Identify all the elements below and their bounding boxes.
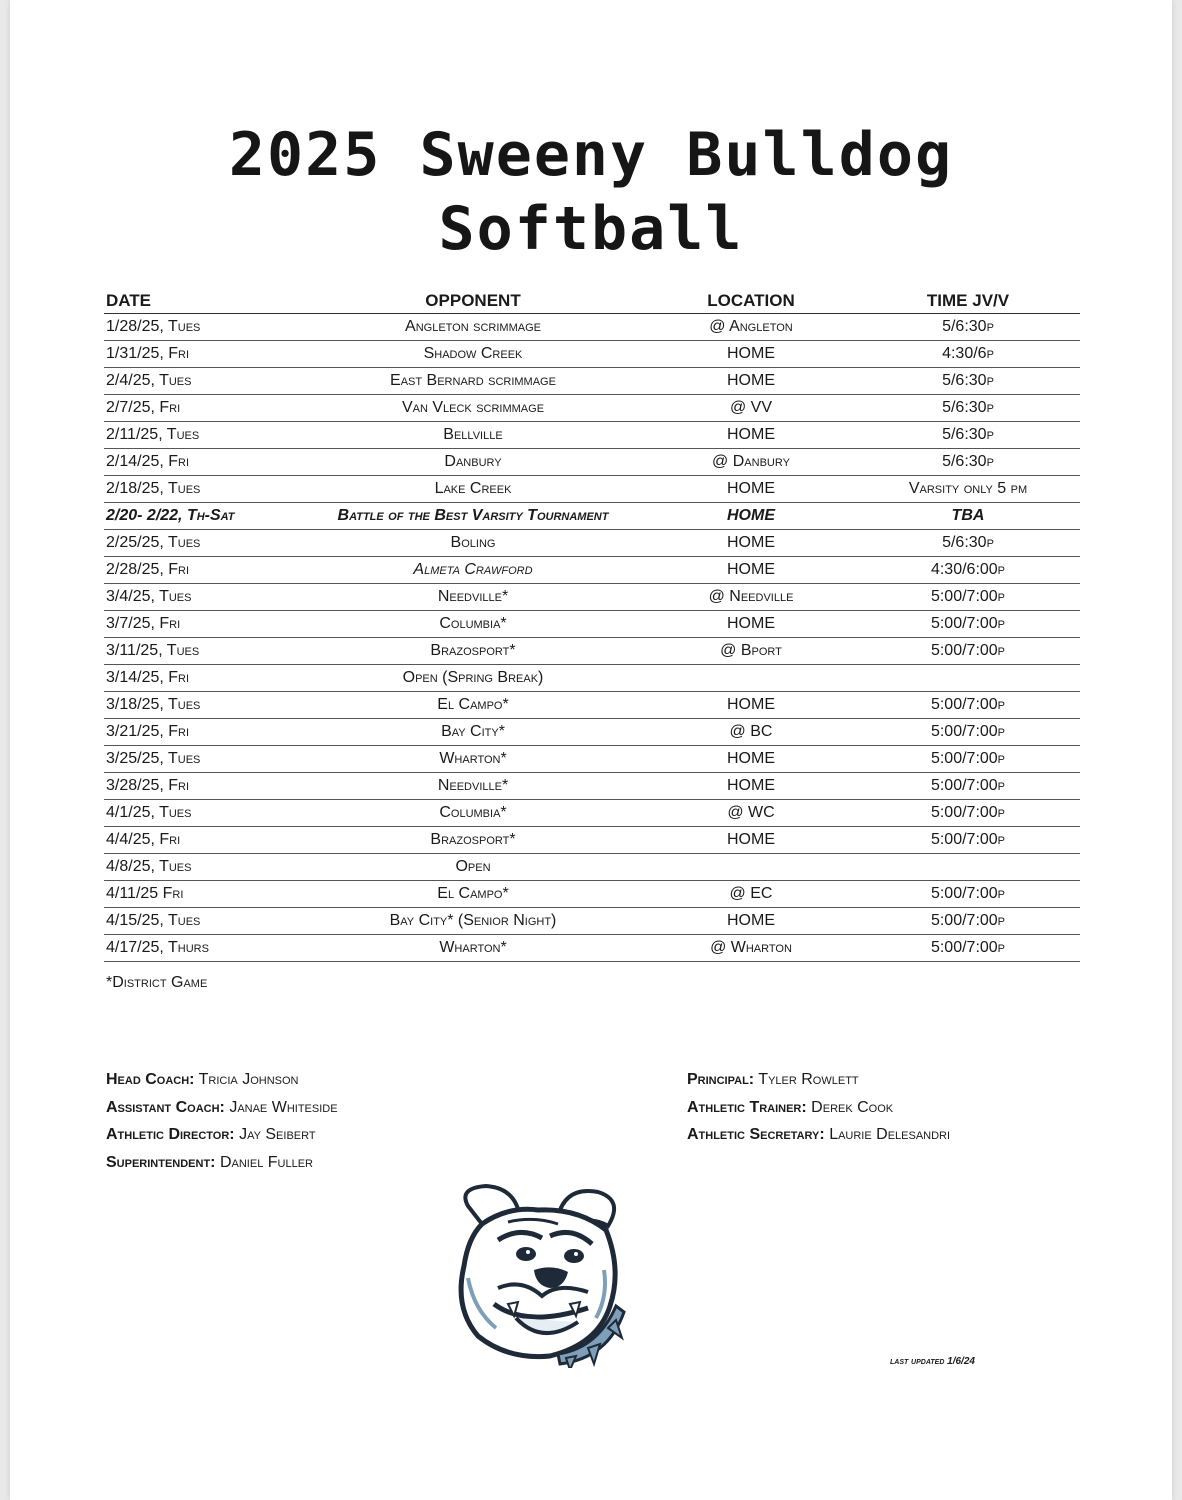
date-cell: 2/28/25, Fri — [104, 557, 300, 584]
time-cell: 5:00/7:00p — [856, 638, 1080, 665]
location-cell: HOME — [646, 368, 856, 395]
date-cell: 3/4/25, Tues — [104, 584, 300, 611]
table-row — [104, 422, 1080, 449]
time-cell: 4:30/6:00p — [856, 557, 1080, 584]
date-cell: 3/11/25, Tues — [104, 638, 300, 665]
time-cell: 5:00/7:00p — [856, 692, 1080, 719]
date-cell: 1/31/25, Fri — [104, 341, 300, 368]
time-cell: 5:00/7:00p — [856, 800, 1080, 827]
date-cell: 4/4/25, Fri — [104, 827, 300, 854]
location-cell: HOME — [646, 476, 856, 503]
page-title — [10, 118, 1172, 266]
opponent-cell: Danbury — [300, 449, 646, 476]
time-cell — [856, 665, 1080, 692]
location-cell: @ VV — [646, 395, 856, 422]
table-row — [104, 557, 1080, 584]
date-cell: 2/20- 2/22, Th-Sat — [104, 503, 300, 530]
table-row — [104, 854, 1080, 881]
date-cell: 3/7/25, Fri — [104, 611, 300, 638]
staff-name: Daniel Fuller — [219, 1153, 313, 1171]
district-footnote: *District Game — [106, 974, 208, 991]
opponent-cell: Bay City* — [300, 719, 646, 746]
staff-name: Janae Whiteside — [229, 1098, 338, 1116]
table-row — [104, 773, 1080, 800]
opponent-cell: Angleton scrimmage — [300, 314, 646, 341]
date-cell: 2/11/25, Tues — [104, 422, 300, 449]
time-cell: 5/6:30p — [856, 530, 1080, 557]
time-cell: 5:00/7:00p — [856, 719, 1080, 746]
schedule-page — [10, 0, 1172, 1500]
location-cell — [646, 854, 856, 881]
table-row — [104, 503, 1080, 530]
time-cell: 5:00/7:00p — [856, 827, 1080, 854]
location-cell: @ Angleton — [646, 314, 856, 341]
time-cell: 5/6:30p — [856, 368, 1080, 395]
location-cell: HOME — [646, 827, 856, 854]
opponent-cell: Columbia* — [300, 611, 646, 638]
time-cell: 5:00/7:00p — [856, 746, 1080, 773]
time-cell: 4:30/6p — [856, 341, 1080, 368]
table-row — [104, 800, 1080, 827]
location-cell: HOME — [646, 503, 856, 530]
staff-role: Head Coach: — [106, 1071, 195, 1088]
last-updated-note: last updated 1/6/24 — [890, 1356, 975, 1367]
location-cell: HOME — [646, 908, 856, 935]
staff-name: Tyler Rowlett — [758, 1071, 859, 1088]
header-opponent: OPPONENT — [300, 285, 646, 314]
table-row — [104, 314, 1080, 341]
header-location: LOCATION — [646, 285, 856, 314]
opponent-cell: Bay City* (Senior Night) — [300, 908, 646, 935]
location-cell: @ WC — [646, 800, 856, 827]
table-row — [104, 665, 1080, 692]
date-cell: 2/14/25, Fri — [104, 449, 300, 476]
table-row — [104, 908, 1080, 935]
time-cell: 5/6:30p — [856, 314, 1080, 341]
table-row — [104, 719, 1080, 746]
location-cell: HOME — [646, 773, 856, 800]
opponent-cell: Needville* — [300, 584, 646, 611]
title-line-2: Softball — [438, 194, 744, 264]
table-row — [104, 368, 1080, 395]
opponent-cell: Boling — [300, 530, 646, 557]
staff-entry — [106, 1094, 338, 1122]
opponent-cell: Open (Spring Break) — [300, 665, 646, 692]
location-cell: HOME — [646, 746, 856, 773]
staff-name: Derek Cook — [811, 1098, 894, 1116]
location-cell: @ Danbury — [646, 449, 856, 476]
table-row — [104, 584, 1080, 611]
date-cell: 2/18/25, Tues — [104, 476, 300, 503]
opponent-cell: Bellville — [300, 422, 646, 449]
title-line-1: 2025 Sweeny Bulldog — [228, 120, 954, 190]
table-row — [104, 638, 1080, 665]
time-cell: 5:00/7:00p — [856, 773, 1080, 800]
location-cell: @ Wharton — [646, 935, 856, 962]
opponent-cell: Shadow Creek — [300, 341, 646, 368]
schedule-table — [104, 285, 1080, 962]
header-time: TIME JV/V — [856, 285, 1080, 314]
table-row — [104, 881, 1080, 908]
opponent-cell: Open — [300, 854, 646, 881]
staff-name: Laurie Delesandri — [829, 1126, 951, 1143]
time-cell: TBA — [856, 503, 1080, 530]
date-cell: 3/25/25, Tues — [104, 746, 300, 773]
staff-entry — [687, 1094, 950, 1122]
staff-list-left — [106, 1066, 338, 1176]
opponent-cell: Brazosport* — [300, 827, 646, 854]
time-cell: 5:00/7:00p — [856, 584, 1080, 611]
opponent-cell: Wharton* — [300, 935, 646, 962]
staff-entry — [687, 1121, 950, 1149]
opponent-cell: Wharton* — [300, 746, 646, 773]
date-cell: 2/25/25, Tues — [104, 530, 300, 557]
location-cell: @ BC — [646, 719, 856, 746]
staff-role: Athletic Secretary: — [687, 1126, 825, 1143]
opponent-cell: Columbia* — [300, 800, 646, 827]
staff-entry — [106, 1066, 338, 1094]
table-row — [104, 449, 1080, 476]
time-cell: 5/6:30p — [856, 395, 1080, 422]
date-cell: 3/21/25, Fri — [104, 719, 300, 746]
location-cell — [646, 665, 856, 692]
table-row — [104, 692, 1080, 719]
staff-role: Athletic Director: — [106, 1126, 235, 1143]
staff-role: Superintendent: — [106, 1153, 216, 1171]
location-cell: HOME — [646, 422, 856, 449]
staff-role: Principal: — [687, 1071, 755, 1088]
staff-entry — [687, 1066, 950, 1094]
table-row — [104, 476, 1080, 503]
date-cell: 3/28/25, Fri — [104, 773, 300, 800]
staff-list-right — [687, 1066, 950, 1149]
time-cell: 5:00/7:00p — [856, 935, 1080, 962]
table-row — [104, 530, 1080, 557]
staff-entry — [106, 1149, 338, 1177]
opponent-cell: Brazosport* — [300, 638, 646, 665]
location-cell: @ Bport — [646, 638, 856, 665]
table-row — [104, 341, 1080, 368]
opponent-cell: Battle of the Best Varsity Tournament — [300, 503, 646, 530]
time-cell: 5:00/7:00p — [856, 908, 1080, 935]
opponent-cell: El Campo* — [300, 881, 646, 908]
staff-name: Tricia Johnson — [198, 1071, 299, 1088]
opponent-cell: El Campo* — [300, 692, 646, 719]
opponent-cell: East Bernard scrimmage — [300, 368, 646, 395]
table-row — [104, 611, 1080, 638]
table-row — [104, 746, 1080, 773]
date-cell: 3/14/25, Fri — [104, 665, 300, 692]
time-cell: 5/6:30p — [856, 422, 1080, 449]
table-row — [104, 395, 1080, 422]
location-cell: HOME — [646, 692, 856, 719]
date-cell: 4/15/25, Tues — [104, 908, 300, 935]
date-cell: 4/11/25 Fri — [104, 881, 300, 908]
staff-role: Athletic Trainer: — [687, 1098, 807, 1116]
date-cell: 2/7/25, Fri — [104, 395, 300, 422]
staff-name: Jay Seibert — [239, 1126, 316, 1143]
opponent-cell: Van Vleck scrimmage — [300, 395, 646, 422]
opponent-cell: Almeta Crawford — [300, 557, 646, 584]
time-cell: 5:00/7:00p — [856, 611, 1080, 638]
location-cell: HOME — [646, 530, 856, 557]
location-cell: @ Needville — [646, 584, 856, 611]
date-cell: 4/17/25, Thurs — [104, 935, 300, 962]
table-row — [104, 935, 1080, 962]
date-cell: 4/8/25, Tues — [104, 854, 300, 881]
time-cell: 5/6:30p — [856, 449, 1080, 476]
staff-entry — [106, 1121, 338, 1149]
date-cell: 1/28/25, Tues — [104, 314, 300, 341]
table-row — [104, 827, 1080, 854]
time-cell: Varsity only 5 pm — [856, 476, 1080, 503]
date-cell: 3/18/25, Tues — [104, 692, 300, 719]
location-cell: HOME — [646, 557, 856, 584]
date-cell: 4/1/25, Tues — [104, 800, 300, 827]
time-cell: 5:00/7:00p — [856, 881, 1080, 908]
location-cell: HOME — [646, 341, 856, 368]
header-date: DATE — [104, 285, 300, 314]
bulldog-mascot-icon — [438, 1178, 628, 1368]
time-cell — [856, 854, 1080, 881]
date-cell: 2/4/25, Tues — [104, 368, 300, 395]
location-cell: HOME — [646, 611, 856, 638]
staff-role: Assistant Coach: — [106, 1098, 225, 1116]
opponent-cell: Needville* — [300, 773, 646, 800]
opponent-cell: Lake Creek — [300, 476, 646, 503]
location-cell: @ EC — [646, 881, 856, 908]
table-header-row — [104, 285, 1080, 314]
